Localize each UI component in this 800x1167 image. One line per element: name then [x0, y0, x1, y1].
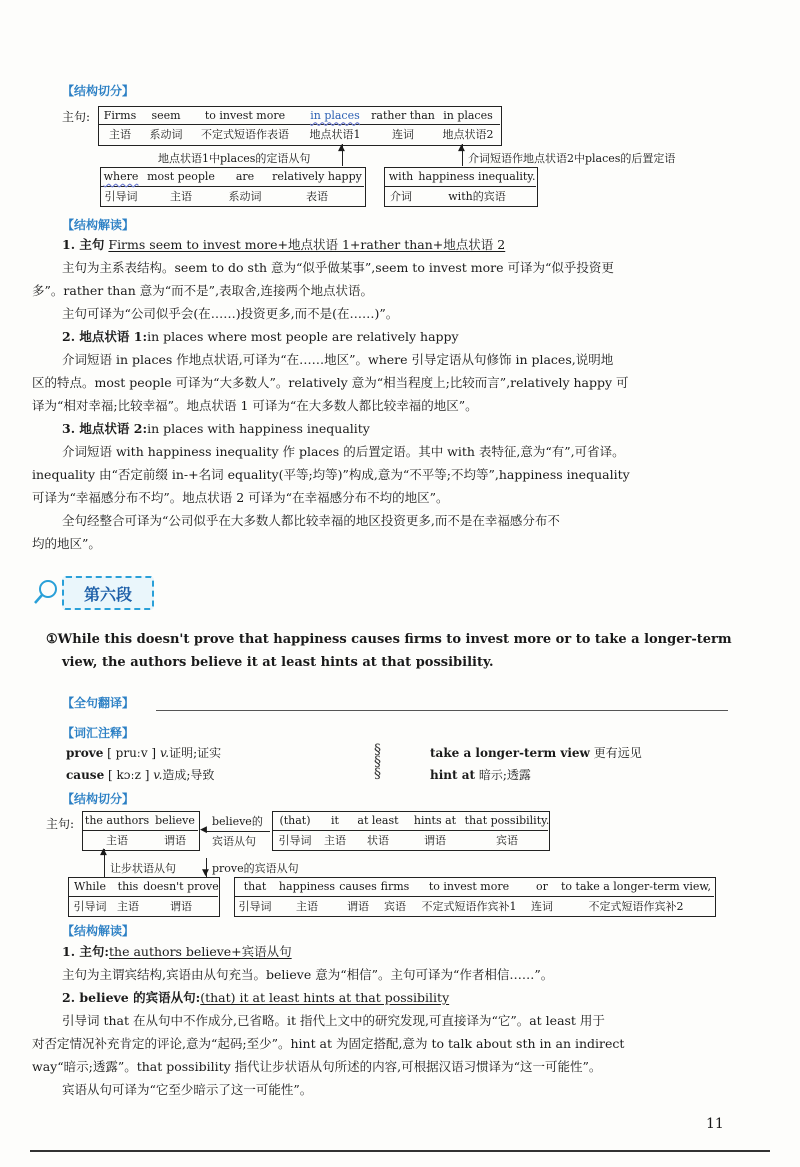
word-this: this	[117, 880, 139, 893]
main-clause-roles	[98, 125, 500, 143]
word-happiness-inequality: happiness inequality.	[418, 170, 536, 183]
structure-interpret-tag: 【结构解读】	[62, 218, 135, 232]
role-adverbial-2: 地点状语2	[442, 128, 494, 141]
role-adverbial-1: 地点状语1	[309, 128, 361, 141]
vocab-item-prove: prove [ pruːv ] v.证明;证实	[66, 746, 222, 760]
word-with: with	[388, 170, 414, 183]
word-or: or	[536, 880, 548, 893]
vocab-item-longer-term: take a longer-term view 更有远见	[430, 746, 642, 760]
para-6-line-1: 引导词 that 在从句中不作成分,已省略。it 指代上文中的研究发现,可直接译为“它”。at least 用于	[62, 1013, 605, 1028]
believe-of-label: believe的	[212, 815, 263, 828]
role-linking-verb: 系动词	[228, 190, 262, 203]
vocab-item-hint-at: hint at 暗示;透露	[430, 768, 531, 782]
magnifier-icon	[32, 578, 60, 610]
point-2-sentence: in places where most people are relatively happy	[147, 329, 459, 344]
structure-interpret-tag-2: 【结构解读】	[62, 924, 135, 938]
word-happiness: happiness	[278, 880, 336, 893]
word-in-places-1: in places	[310, 108, 360, 122]
prep-phrase-words	[384, 167, 536, 186]
para-1-line-3: 主句可译为“公司似乎会(在……)投资更多,而不是(在……)”。	[62, 306, 399, 321]
role-predicate: 谓语	[164, 834, 186, 847]
role-introducer: 引导词	[238, 900, 272, 913]
para-3-line-1: 介词短语 with happiness inequality 作 places 的后置定语。其中 with 表特征,意为“有”,可省译。	[62, 444, 625, 459]
word-firms: firms	[380, 880, 410, 893]
role-introducer: 引导词	[278, 834, 312, 847]
role-predicate: 谓语	[424, 834, 446, 847]
role-complement-2: 不定式短语作宾补2	[588, 900, 684, 913]
role-subject: 主语	[296, 900, 318, 913]
word-at-least: at least	[357, 814, 399, 827]
word-to-invest-more: to invest more	[428, 880, 510, 893]
para-4-line-1: 全句经整合可译为“公司似乎在大多数人都比较幸福的地区投资更多,而不是在幸福感分布不	[62, 513, 560, 528]
note-concessive-clause: 让步状语从句	[110, 862, 176, 875]
role-predicate: 谓语	[170, 900, 192, 913]
para-1-line-1: 主句为主系表结构。seem to do sth 意为“似乎做某事”,seem to invest more 可译为“似乎投资更	[62, 260, 614, 275]
word-to-invest-more: to invest more	[204, 108, 286, 122]
role-introducer: 引导词	[73, 900, 107, 913]
object-clause-label: 宾语从句	[212, 835, 256, 848]
point-2-heading: 2. 地点状语 1:in places where most people are relatively happy	[62, 329, 459, 344]
para-1-line-2: 多”。rather than 意为“而不是”,表取舍,连接两个地点状语。	[32, 283, 374, 298]
relative-clause-words	[100, 167, 364, 186]
note-relative-clause: 地点状语1中places的定语从句	[158, 152, 311, 165]
role-subject: 主语	[170, 190, 192, 203]
note-post-modifier: 介词短语作地点状语2中places的后置定语	[468, 152, 676, 165]
word-believe: believe	[155, 814, 195, 827]
translation-blank-line	[156, 710, 728, 711]
word-most-people: most people	[147, 170, 215, 183]
word-while: While	[74, 880, 106, 893]
main-clause-words	[98, 106, 500, 124]
point-1-sentence: Firms seem to invest more+地点状语 1+rather than+地点状语 2	[108, 237, 506, 252]
word-rather-than: rather than	[371, 108, 435, 122]
role-linking-verb: 系动词	[149, 128, 183, 141]
point-2-sentence-2: (that) it at least hints at that possibility	[200, 990, 450, 1005]
role-subject: 主语	[106, 834, 128, 847]
para-6-line-3: way“暗示;透露”。that possibility 指代让步状语从句所述的内容,可根据汉语习惯译为“这一可能性”。	[32, 1059, 602, 1074]
vocab-item-cause: cause [ kɔːz ] v.造成;导致	[66, 768, 215, 782]
role-predicative: 表语	[306, 190, 328, 203]
translation-tag: 【全句翻译】	[62, 696, 135, 710]
role-conjunction: 连词	[531, 900, 553, 913]
section-title: 第六段	[62, 576, 154, 610]
note-prove-object: prove的宾语从句	[212, 862, 299, 875]
bottom-rule	[30, 1150, 770, 1152]
word-it: it	[331, 814, 339, 827]
structure-split-tag-2: 【结构切分】	[62, 792, 135, 806]
main-clause-label: 主句:	[62, 110, 91, 124]
para-6-line-2: 对否定情况补充肯定的评论,意为“起码;至少”。hint at 为固定搭配,意为 to talk about sth in an indirect	[32, 1036, 625, 1051]
role-object: 宾语	[496, 834, 518, 847]
role-adverbial: 状语	[367, 834, 389, 847]
main-clause-label-2: 主句:	[46, 817, 75, 831]
sentence-line-1: ①While this doesn't prove that happiness causes firms to invest more or to take a longer-term	[46, 632, 732, 647]
role-subject: 主语	[117, 900, 139, 913]
vocab-divider: § § §	[374, 742, 381, 782]
role-introducer: 引导词	[104, 190, 138, 203]
role-preposition: 介词	[390, 190, 412, 203]
word-that: that	[243, 880, 267, 893]
word-to-take-view: to take a longer-term view,	[561, 880, 711, 893]
structure-split-tag: 【结构切分】	[62, 84, 135, 98]
point-2-heading-2: 2. believe 的宾语从句:(that) it at least hints at that possibility	[62, 990, 450, 1005]
point-1-heading: 1. 主句 Firms seem to invest more+地点状语 1+rather than+地点状语 2	[62, 237, 506, 252]
word-are: are	[235, 170, 255, 183]
para-2-line-3: 译为“相对幸福;比较幸福”。地点状语 1 可译为“在大多数人都比较幸福的地区”。	[32, 398, 478, 413]
point-1-sentence-2: the authors believe+宾语从句	[109, 944, 292, 959]
sentence-line-2: view, the authors believe it at least hints at that possibility.	[62, 655, 494, 670]
word-doesnt-prove: doesn't prove	[143, 880, 219, 893]
role-subject: 主语	[109, 128, 131, 141]
para-7-line-1: 宾语从句可译为“它至少暗示了这一可能性”。	[62, 1082, 313, 1097]
prep-phrase-roles	[384, 187, 536, 205]
word-relatively-happy: relatively happy	[272, 170, 362, 183]
word-where: where	[103, 170, 139, 183]
role-subject: 主语	[324, 834, 346, 847]
role-complement-1: 不定式短语作宾补1	[421, 900, 517, 913]
role-predicate: 谓语	[347, 900, 369, 913]
role-predicative: 不定式短语作表语	[201, 128, 289, 141]
page-number: 11	[706, 1116, 724, 1132]
vocab-tag: 【词汇注释】	[62, 726, 135, 740]
role-object-of-with: with的宾语	[448, 190, 506, 203]
point-3-sentence: in places with happiness inequality	[147, 421, 370, 436]
point-1-heading-2: 1. 主句:the authors believe+宾语从句	[62, 944, 292, 959]
para-5-line-1: 主句为主谓宾结构,宾语由从句充当。believe 意为“相信”。主句可译为“作者相信……”。	[62, 967, 554, 982]
para-2-line-2: 区的特点。most people 可译为“大多数人”。relatively 意为“相当程度上;比较而言”,relatively happy 可	[32, 375, 629, 390]
word-that-possibility: that possibility.	[464, 814, 550, 827]
role-object: 宾语	[384, 900, 406, 913]
para-3-line-2: inequality 由“否定前缀 in-+名词 equality(平等;均等)”构成,意为“不平等;不均等”,happiness inequality	[32, 467, 630, 482]
para-2-line-1: 介词短语 in places 作地点状语,可译为“在……地区”。where 引导定语从句修饰 in places,说明地	[62, 352, 614, 367]
word-firms: Firms	[103, 108, 137, 122]
point-3-heading: 3. 地点状语 2:in places with happiness inequality	[62, 421, 370, 436]
para-3-line-3: 可译为“幸福感分布不均”。地点状语 2 可译为“在幸福感分布不均的地区”。	[32, 490, 449, 505]
para-4-line-2: 均的地区”。	[32, 536, 101, 551]
word-the-authors: the authors	[84, 814, 150, 827]
word-hints-at: hints at	[413, 814, 457, 827]
role-conjunction: 连词	[392, 128, 414, 141]
word-in-places-2: in places	[443, 108, 493, 122]
word-causes: causes	[339, 880, 377, 893]
relative-clause-roles	[100, 187, 364, 205]
word-that: (that)	[279, 814, 311, 827]
word-seem: seem	[151, 108, 181, 122]
